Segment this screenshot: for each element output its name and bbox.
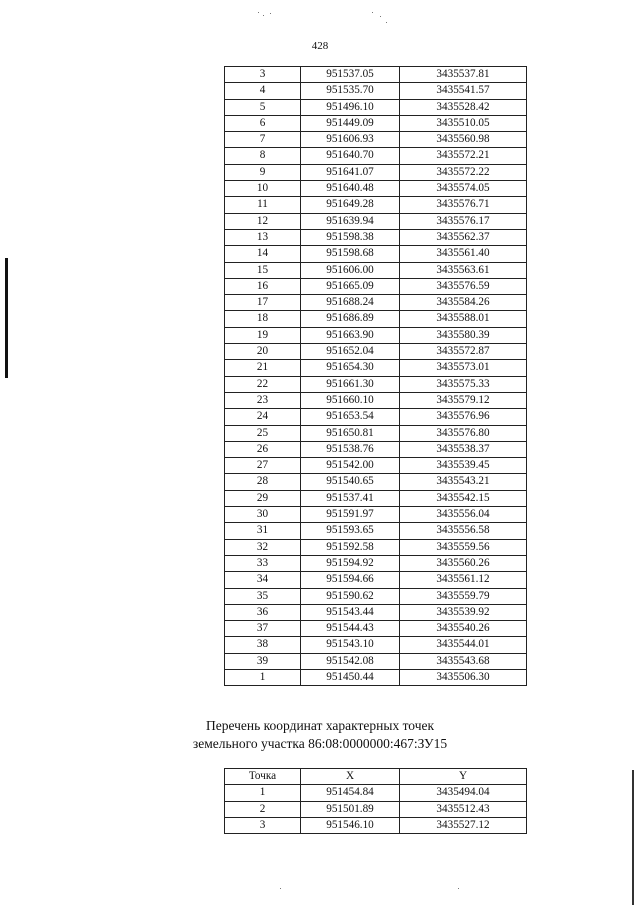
- x-coordinate-cell: 951593.65: [301, 523, 400, 539]
- table-row: [225, 539, 527, 555]
- point-number-cell: 23: [225, 392, 301, 408]
- point-number-cell: 2: [225, 801, 301, 817]
- x-coordinate-cell: 951542.08: [301, 653, 400, 669]
- table-row: [225, 785, 527, 801]
- point-number-cell: 3: [225, 817, 301, 833]
- point-number-cell: 24: [225, 409, 301, 425]
- table-row: [225, 621, 527, 637]
- table-row: [225, 278, 527, 294]
- table-row: [225, 115, 527, 131]
- point-number-cell: 10: [225, 181, 301, 197]
- x-coordinate-cell: 951660.10: [301, 392, 400, 408]
- table-row: [225, 311, 527, 327]
- x-coordinate-cell: 951454.84: [301, 785, 400, 801]
- table-row: [225, 801, 527, 817]
- y-coordinate-cell: 3435538.37: [400, 441, 527, 457]
- x-coordinate-cell: 951535.70: [301, 83, 400, 99]
- y-coordinate-cell: 3435576.59: [400, 278, 527, 294]
- point-number-cell: 22: [225, 376, 301, 392]
- x-coordinate-cell: 951686.89: [301, 311, 400, 327]
- table-row: [225, 669, 527, 685]
- x-coordinate-cell: 951598.68: [301, 246, 400, 262]
- table-row: [225, 67, 527, 83]
- x-coordinate-cell: 951538.76: [301, 441, 400, 457]
- point-number-cell: 6: [225, 115, 301, 131]
- point-number-cell: 3: [225, 67, 301, 83]
- y-coordinate-cell: 3435576.17: [400, 213, 527, 229]
- table-row: [225, 458, 527, 474]
- x-coordinate-cell: 951639.94: [301, 213, 400, 229]
- coordinates-table-body: [225, 67, 527, 686]
- x-coordinate-cell: 951640.70: [301, 148, 400, 164]
- table-row: [225, 197, 527, 213]
- table-row: [225, 523, 527, 539]
- point-number-cell: 31: [225, 523, 301, 539]
- y-coordinate-cell: 3435542.15: [400, 490, 527, 506]
- x-coordinate-cell: 951496.10: [301, 99, 400, 115]
- x-coordinate-cell: 951661.30: [301, 376, 400, 392]
- x-coordinate-cell: 951606.00: [301, 262, 400, 278]
- header-x: X: [301, 769, 400, 785]
- point-number-cell: 21: [225, 360, 301, 376]
- x-coordinate-cell: 951652.04: [301, 344, 400, 360]
- point-number-cell: 38: [225, 637, 301, 653]
- table-row: [225, 507, 527, 523]
- x-coordinate-cell: 951544.43: [301, 621, 400, 637]
- table-row: [225, 99, 527, 115]
- scan-speck: [263, 15, 264, 16]
- table-row: [225, 181, 527, 197]
- y-coordinate-cell: 3435576.80: [400, 425, 527, 441]
- header-point: Точка: [225, 769, 301, 785]
- y-coordinate-cell: 3435579.12: [400, 392, 527, 408]
- point-number-cell: 27: [225, 458, 301, 474]
- point-number-cell: 14: [225, 246, 301, 262]
- scan-speck: [458, 888, 459, 889]
- point-number-cell: 15: [225, 262, 301, 278]
- point-number-cell: 28: [225, 474, 301, 490]
- point-number-cell: 16: [225, 278, 301, 294]
- table-row: [225, 295, 527, 311]
- y-coordinate-cell: 3435543.21: [400, 474, 527, 490]
- table-header-row: [225, 769, 527, 785]
- scan-speck: [258, 12, 259, 13]
- y-coordinate-cell: 3435556.58: [400, 523, 527, 539]
- point-number-cell: 8: [225, 148, 301, 164]
- y-coordinate-cell: 3435576.71: [400, 197, 527, 213]
- x-coordinate-cell: 951594.66: [301, 572, 400, 588]
- point-number-cell: 36: [225, 604, 301, 620]
- point-number-cell: 9: [225, 164, 301, 180]
- y-coordinate-cell: 3435541.57: [400, 83, 527, 99]
- y-coordinate-cell: 3435562.37: [400, 229, 527, 245]
- x-coordinate-cell: 951606.93: [301, 132, 400, 148]
- point-number-cell: 20: [225, 344, 301, 360]
- y-coordinate-cell: 3435556.04: [400, 507, 527, 523]
- y-coordinate-cell: 3435539.45: [400, 458, 527, 474]
- table-row: [225, 817, 527, 833]
- point-number-cell: 37: [225, 621, 301, 637]
- y-coordinate-cell: 3435540.26: [400, 621, 527, 637]
- y-coordinate-cell: 3435561.12: [400, 572, 527, 588]
- point-number-cell: 29: [225, 490, 301, 506]
- x-coordinate-cell: 951543.10: [301, 637, 400, 653]
- table-row: [225, 604, 527, 620]
- point-number-cell: 17: [225, 295, 301, 311]
- y-coordinate-cell: 3435527.12: [400, 817, 527, 833]
- x-coordinate-cell: 951641.07: [301, 164, 400, 180]
- x-coordinate-cell: 951590.62: [301, 588, 400, 604]
- x-coordinate-cell: 951546.10: [301, 817, 400, 833]
- point-number-cell: 26: [225, 441, 301, 457]
- y-coordinate-cell: 3435560.98: [400, 132, 527, 148]
- y-coordinate-cell: 3435584.26: [400, 295, 527, 311]
- table-row: [225, 555, 527, 571]
- scan-speck: [270, 13, 271, 14]
- y-coordinate-cell: 3435576.96: [400, 409, 527, 425]
- y-coordinate-cell: 3435573.01: [400, 360, 527, 376]
- x-coordinate-cell: 951640.48: [301, 181, 400, 197]
- point-number-cell: 5: [225, 99, 301, 115]
- y-coordinate-cell: 3435588.01: [400, 311, 527, 327]
- table-row: [225, 148, 527, 164]
- x-coordinate-cell: 951665.09: [301, 278, 400, 294]
- y-coordinate-cell: 3435575.33: [400, 376, 527, 392]
- point-number-cell: 1: [225, 785, 301, 801]
- x-coordinate-cell: 951450.44: [301, 669, 400, 685]
- point-number-cell: 7: [225, 132, 301, 148]
- coordinates-table: [224, 66, 527, 686]
- y-coordinate-cell: 3435560.26: [400, 555, 527, 571]
- table-row: [225, 229, 527, 245]
- point-number-cell: 19: [225, 327, 301, 343]
- x-coordinate-cell: 951654.30: [301, 360, 400, 376]
- y-coordinate-cell: 3435528.42: [400, 99, 527, 115]
- y-coordinate-cell: 3435563.61: [400, 262, 527, 278]
- point-number-cell: 11: [225, 197, 301, 213]
- x-coordinate-cell: 951650.81: [301, 425, 400, 441]
- scan-speck: [372, 12, 373, 13]
- x-coordinate-cell: 951449.09: [301, 115, 400, 131]
- y-coordinate-cell: 3435572.87: [400, 344, 527, 360]
- table-row: [225, 360, 527, 376]
- table-row: [225, 213, 527, 229]
- table-row: [225, 653, 527, 669]
- x-coordinate-cell: 951688.24: [301, 295, 400, 311]
- point-number-cell: 34: [225, 572, 301, 588]
- y-coordinate-cell: 3435574.05: [400, 181, 527, 197]
- x-coordinate-cell: 951591.97: [301, 507, 400, 523]
- x-coordinate-cell: 951537.41: [301, 490, 400, 506]
- table-row: [225, 572, 527, 588]
- y-coordinate-cell: 3435559.56: [400, 539, 527, 555]
- y-coordinate-cell: 3435539.92: [400, 604, 527, 620]
- table-row: [225, 490, 527, 506]
- table-row: [225, 132, 527, 148]
- table-row: [225, 441, 527, 457]
- table-row: [225, 246, 527, 262]
- table-row: [225, 474, 527, 490]
- x-coordinate-cell: 951537.05: [301, 67, 400, 83]
- y-coordinate-cell: 3435572.21: [400, 148, 527, 164]
- y-coordinate-cell: 3435512.43: [400, 801, 527, 817]
- table-row: [225, 409, 527, 425]
- point-number-cell: 1: [225, 669, 301, 685]
- point-number-cell: 30: [225, 507, 301, 523]
- table-row: [225, 83, 527, 99]
- scan-margin-line: [5, 258, 8, 378]
- y-coordinate-cell: 3435559.79: [400, 588, 527, 604]
- scan-speck: [280, 888, 281, 889]
- point-number-cell: 13: [225, 229, 301, 245]
- x-coordinate-cell: 951543.44: [301, 604, 400, 620]
- plot-coordinates-table: [224, 768, 527, 834]
- section-heading-line-1: Перечень координат характерных точек: [205, 718, 435, 733]
- x-coordinate-cell: 951663.90: [301, 327, 400, 343]
- point-number-cell: 12: [225, 213, 301, 229]
- point-number-cell: 18: [225, 311, 301, 327]
- y-coordinate-cell: 3435544.01: [400, 637, 527, 653]
- x-coordinate-cell: 951592.58: [301, 539, 400, 555]
- x-coordinate-cell: 951542.00: [301, 458, 400, 474]
- table-row: [225, 327, 527, 343]
- table-row: [225, 637, 527, 653]
- y-coordinate-cell: 3435580.39: [400, 327, 527, 343]
- y-coordinate-cell: 3435543.68: [400, 653, 527, 669]
- y-coordinate-cell: 3435561.40: [400, 246, 527, 262]
- header-y: Y: [400, 769, 527, 785]
- point-number-cell: 35: [225, 588, 301, 604]
- table-row: [225, 262, 527, 278]
- y-coordinate-cell: 3435572.22: [400, 164, 527, 180]
- x-coordinate-cell: 951594.92: [301, 555, 400, 571]
- scan-speck: [380, 16, 381, 17]
- y-coordinate-cell: 3435506.30: [400, 669, 527, 685]
- point-number-cell: 25: [225, 425, 301, 441]
- y-coordinate-cell: 3435537.81: [400, 67, 527, 83]
- scan-speck: [386, 22, 387, 23]
- point-number-cell: 32: [225, 539, 301, 555]
- y-coordinate-cell: 3435510.05: [400, 115, 527, 131]
- point-number-cell: 4: [225, 83, 301, 99]
- page-number: 428: [311, 40, 329, 52]
- table-row: [225, 344, 527, 360]
- table-row: [225, 392, 527, 408]
- point-number-cell: 33: [225, 555, 301, 571]
- table-row: [225, 425, 527, 441]
- section-heading-line-2: земельного участка 86:08:0000000:467:ЗУ15: [192, 736, 448, 751]
- x-coordinate-cell: 951501.89: [301, 801, 400, 817]
- y-coordinate-cell: 3435494.04: [400, 785, 527, 801]
- x-coordinate-cell: 951653.54: [301, 409, 400, 425]
- x-coordinate-cell: 951649.28: [301, 197, 400, 213]
- x-coordinate-cell: 951598.38: [301, 229, 400, 245]
- table-row: [225, 588, 527, 604]
- x-coordinate-cell: 951540.65: [301, 474, 400, 490]
- scan-edge-line: [632, 770, 634, 905]
- point-number-cell: 39: [225, 653, 301, 669]
- table-row: [225, 376, 527, 392]
- table-row: [225, 164, 527, 180]
- plot-coordinates-table-body: [225, 785, 527, 834]
